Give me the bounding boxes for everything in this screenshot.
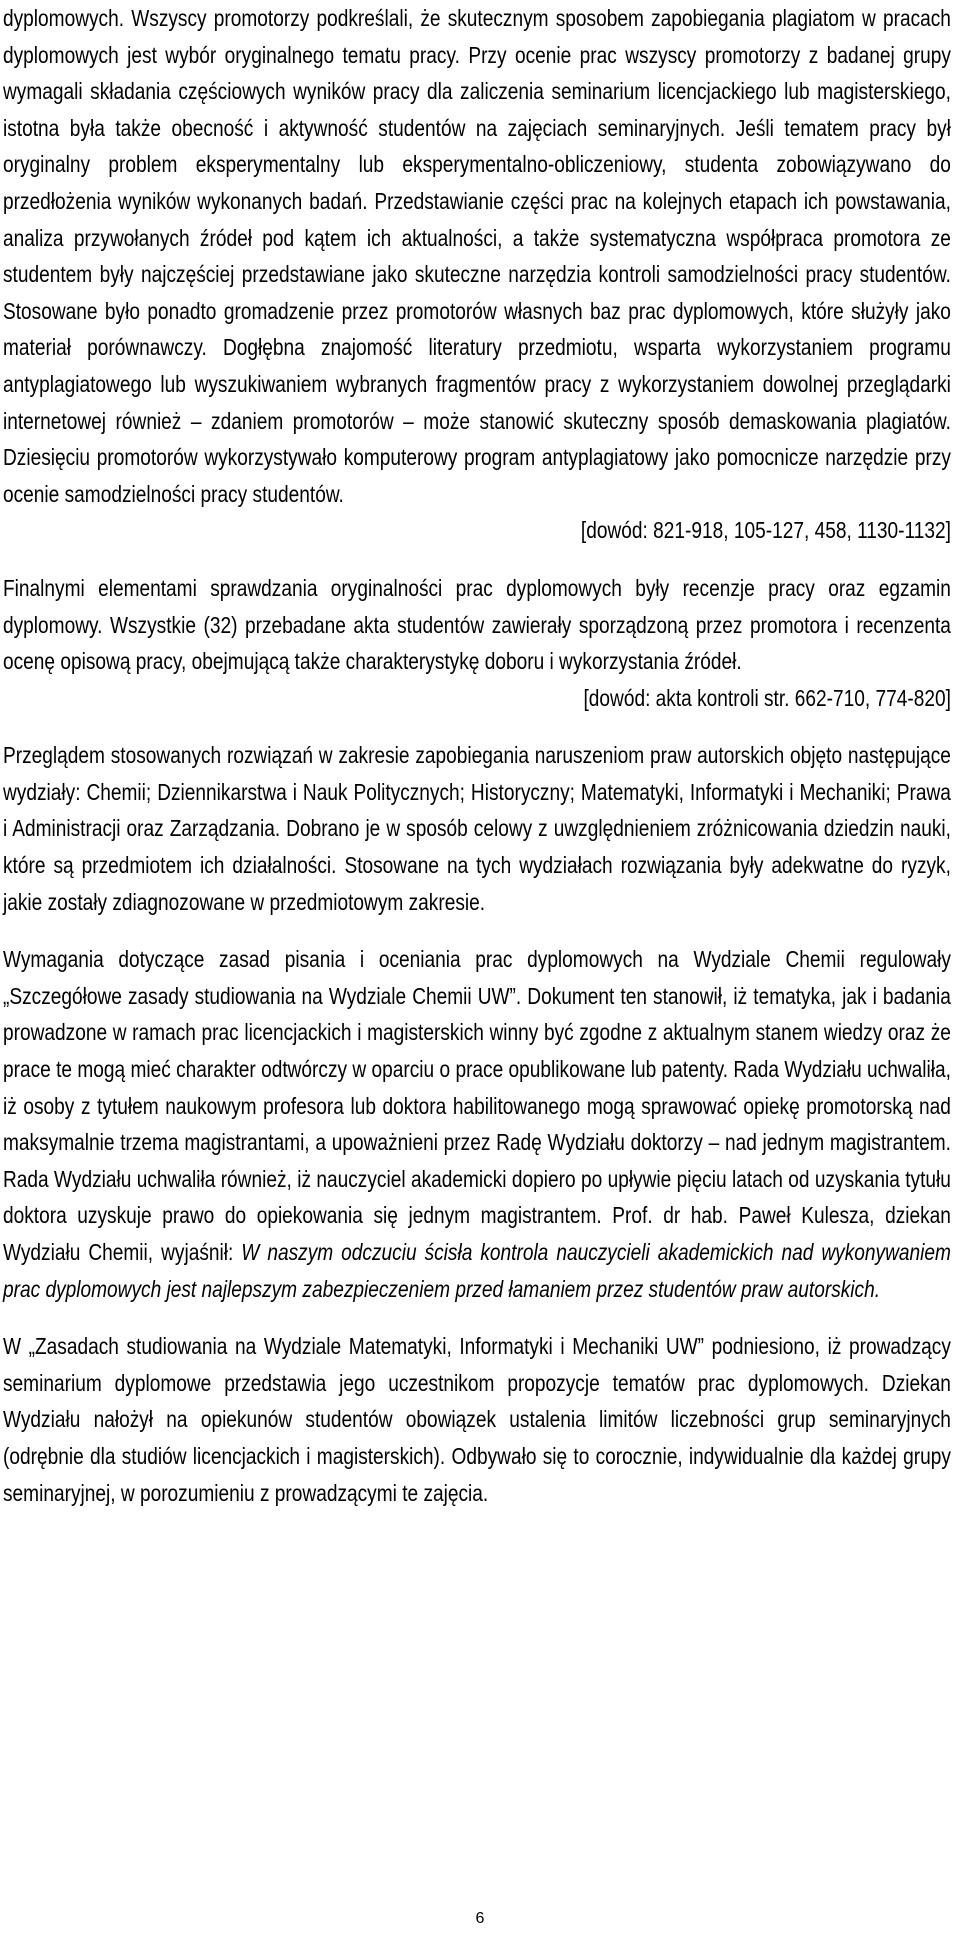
paragraph-mathematics-faculty [3,1328,951,1511]
evidence-reference: [dowód: 821-918, 105-127, 458, 1130-1132] [580,517,951,544]
page-number: 6 [475,1910,485,1927]
document-page [3,0,951,1532]
paragraph-chemistry-faculty [3,941,951,1307]
paragraph-text: W „Zasadach studiowania na Wydziale Matematyki, Informatyki i Mechaniki UW” podniesiono, iż prowadzący seminarium dyplomowe przedstawia jego uczestnikom propozycje tematów prac dyplomowych. Dziekan Wydziału nałożył na opiekunów studentów obowiązek ustalenia limitów liczebności grup seminaryjnych (odrębnie dla studiów licencjackich i magisterskich). Odbywało się to corocznie, indywidualnie dla każdej grupy seminaryjnej, w porozumieniu z prowadzącymi te zajęcia. [3,1333,951,1506]
paragraph-text: Przeglądem stosowanych rozwiązań w zakresie zapobiegania naruszeniom praw autorskich objęto następujące wydziały: Chemii; Dziennikarstwa i Nauk Politycznych; Historyczny; Matematyki, Informatyki i Mechaniki; Prawa i Administracji oraz Zarządzania. Dobrano je w sposób celowy z uwzględnieniem zróżnicowania dziedzin nauki, które są przedmiotem ich działalności. Stosowane na tych wydziałach rozwiązania były adekwatne do ryzyk, jakie zostały zdiagnozowane w przedmiotowym zakresie. [3,742,951,915]
dean-quote: W naszym odczuciu ścisła kontrola nauczycieli akademickich nad wykonywaniem prac dyplomowych jest najlepszym zabezpieczeniem przed łamaniem przez studentów praw autorskich. [3,1239,951,1302]
evidence-reference: [dowód: akta kontroli str. 662-710, 774-820] [583,684,951,711]
paragraph-body: Wymagania dotyczące zasad pisania i oceniania prac dyplomowych na Wydziale Chemii regulowały „Szczegółowe zasady studiowania na Wydziale Chemii UW”. Dokument ten stanowił, iż tematyka, jak i badania prowadzone w ramach prac licencjackich i magisterskich winny być zgodne z aktualnym stanem wiedzy oraz że prace te mogą mieć charakter odtwórczy w oparciu o prace opublikowane lub patenty. Rada Wydziału uchwaliła, iż osoby z tytułem naukowym profesora lub doktora habilitowanego mogą sprawować opiekę promotorską nad maksymalnie trzema magistrantami, a upoważnieni przez Radę Wydziału doktorzy – nad jednym magistrantem. Rada Wydziału uchwaliła również, iż nauczyciel akademicki dopiero po upływie pięciu latach od uzyskania tytułu doktora uzyskuje prawo do opiekowania się jednym magistrantem. Prof. dr hab. Paweł Kulesza, dziekan Wydziału Chemii, wyjaśnił: [3,946,951,1265]
paragraph-faculties-review [3,737,951,920]
paragraph-text [3,941,951,1307]
paragraph-text: Finalnymi elementami sprawdzania oryginalności prac dyplomowych były recenzje pracy oraz egzamin dyplomowy. Wszystkie (32) przebadane akta studentów zawierały sporządzoną przez promotora i recenzenta ocenę opisową pracy, obejmującą także charakterystykę doboru i wykorzystania źródeł. [3,574,951,675]
paragraph-reviews [3,570,951,716]
paragraph-text: dyplomowych. Wszyscy promotorzy podkreślali, że skutecznym sposobem zapobiegania plagiatom w pracach dyplomowych jest wybór oryginalnego tematu pracy. Przy ocenie prac wszyscy promotorzy z badanej grupy wymagali składania częściowych wyników pracy dla zaliczenia seminarium licencjackiego lub magisterskiego, istotna była także obecność i aktywność studentów na zajęciach seminaryjnych. Jeśli tematem pracy był oryginalny problem eksperymentalny lub eksperymentalno-obliczeniowy, studenta zobowiązywano do przedłożenia wyników wykonanych badań. Przedstawianie części prac na kolejnych etapach ich powstawania, analiza przywołanych źródeł pod kątem ich aktualności, a także systematyczna współpraca promotora ze studentem były najczęściej przedstawiane jako skuteczne narzędzia kontroli samodzielności pracy studentów. Stosowane było ponadto gromadzenie przez promotorów własnych baz prac dyplomowych, które służyły jako materiał porównawczy. Dogłębna znajomość literatury przedmiotu, wsparta wykorzystaniem programu antyplagiatowego lub wyszukiwaniem wybranych fragmentów pracy z wykorzystaniem dowolnej przeglądarki internetowej również – zdaniem promotorów – może stanowić skuteczny sposób demaskowania plagiatów. Dziesięciu promotorów wykorzystywało komputerowy program antyplagiatowy jako pomocnicze narzędzie przy ocenie samodzielności pracy studentów. [3,5,951,507]
paragraph-thesis-supervision [3,0,951,549]
